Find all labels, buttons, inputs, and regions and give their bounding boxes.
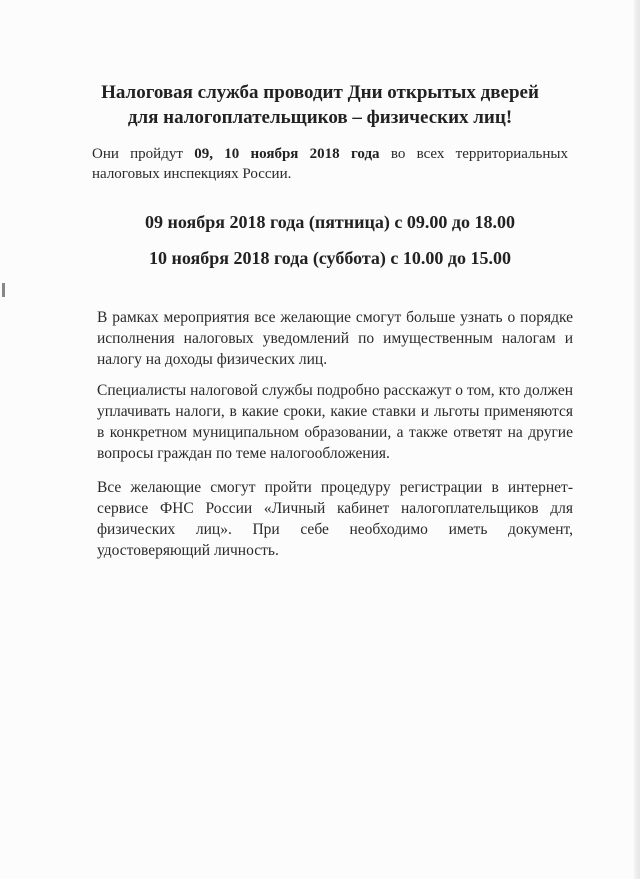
- intro-dates: 09, 10 ноября 2018 года: [194, 146, 380, 162]
- scan-mark: [2, 283, 5, 297]
- schedule-block: [60, 210, 600, 270]
- scan-edge-shadow: [634, 0, 640, 879]
- title-line-2: для налогоплательщиков – физических лиц!: [127, 107, 513, 128]
- paragraph-event-info: В рамках мероприятия все желающие смогут больше узнать о порядке исполнения налоговых уведомлений по имущественным налогам и налогу на доходы физических лиц.: [97, 309, 573, 368]
- paragraph-registration: Все желающие смогут пройти процедуру регистрации в интернет-сервисе ФНС России «Личный кабинет налогоплательщиков для физических лиц». При себе необходимо иметь документ, удостоверяющий личность.: [97, 479, 573, 559]
- intro-suffix: во всех территориальных налоговых инспекциях России.: [92, 146, 569, 182]
- intro-paragraph: [92, 144, 568, 184]
- intro-prefix: Они пройдут: [92, 146, 195, 162]
- page-title: [60, 80, 580, 130]
- paragraph-specialists: Специалисты налоговой службы подробно расскажут о том, кто должен уплачивать налоги, в какие сроки, какие ставки и льготы применяются в конкретном муниципальном образовании, а также ответят на другие вопросы граждан по теме налогообложения.: [97, 382, 573, 462]
- title-line-1: Налоговая служба проводит Дни открытых дверей: [101, 82, 539, 103]
- schedule-line-friday: 09 ноября 2018 года (пятница) с 09.00 до 18.00: [145, 212, 515, 232]
- schedule-line-saturday: 10 ноября 2018 года (суббота) с 10.00 до 15.00: [148, 248, 511, 268]
